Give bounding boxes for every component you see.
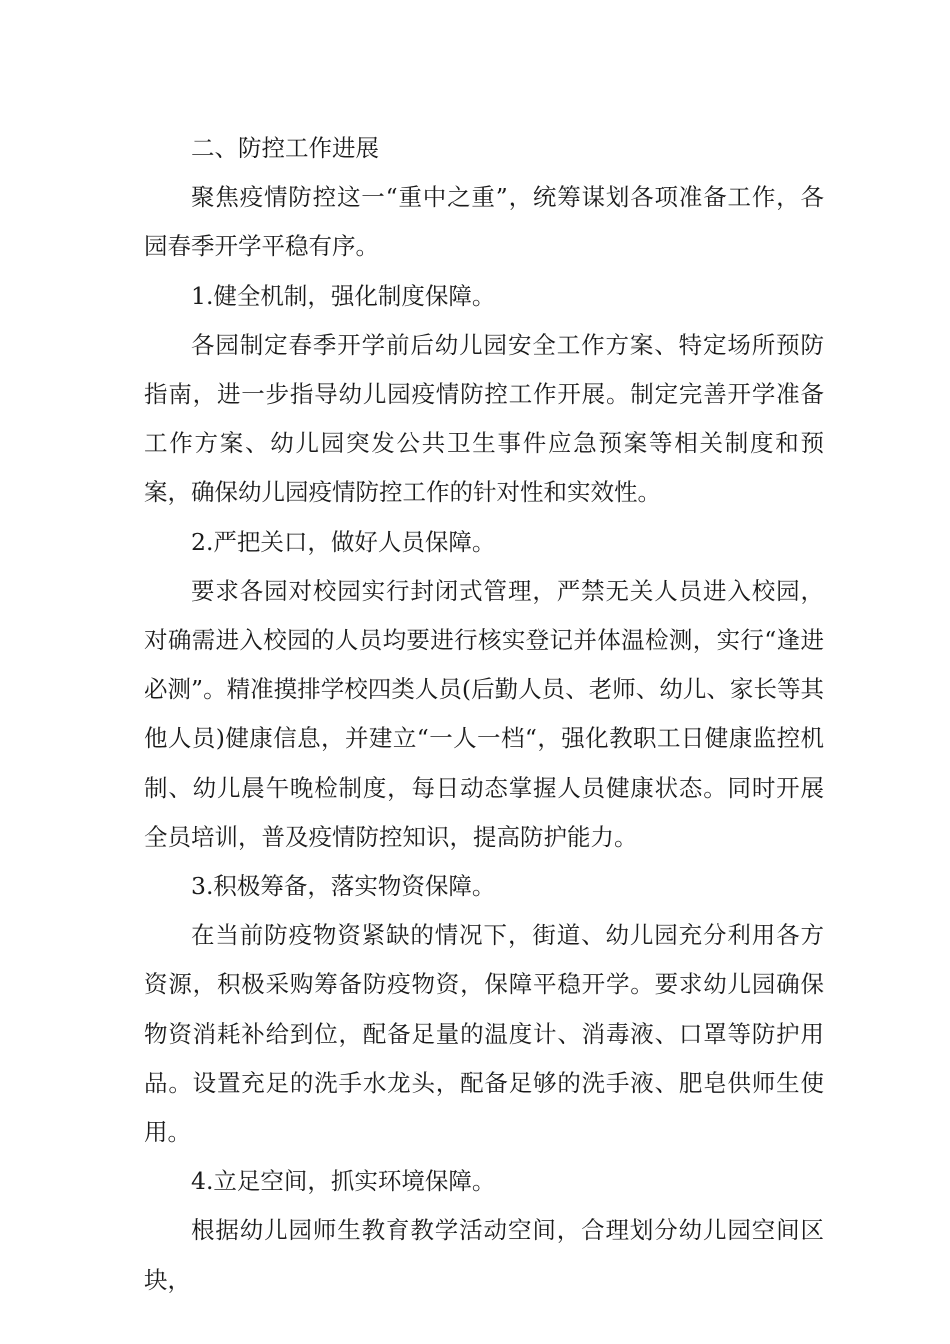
- subheading-4: 4.立足空间，抓实环境保障。: [191, 1167, 496, 1196]
- body-paragraph-1: 各园制定春季开学前后幼儿园安全工作方案、特定场所预防指南，进一步指导幼儿园疫情防控工作开展。制定完善开学准备工作方案、幼儿园突发公共卫生事件应急预案等相关制度和预案，确保幼儿园疫情防控工作的针对性和实效性。: [144, 330, 824, 507]
- subheading-1: 1.健全机制，强化制度保障。: [191, 281, 496, 310]
- body-paragraph-2: 要求各园对校园实行封闭式管理，严禁无关人员进入校园，对确需进入校园的人员均要进行核实登记并体温检测，实行“逢进必测”。精准摸排学校四类人员(后勤人员、老师、幼儿、家长等其他人员)健康信息，并建立“一人一档“，强化教职工日健康监控机制、幼儿晨午晚检制度，每日动态掌握人员健康状态。同时开展全员培训，普及疫情防控知识，提高防护能力。: [144, 576, 824, 851]
- subheading-2: 2.严把关口，做好人员保障。: [191, 527, 496, 556]
- intro-paragraph: 聚焦疫情防控这一“重中之重”，统筹谋划各项准备工作，各园春季开学平稳有序。: [144, 183, 824, 261]
- section-heading: 二、防控工作进展: [191, 134, 379, 162]
- body-paragraph-4: 根据幼儿园师生教育教学活动空间，合理划分幼儿园空间区块，: [144, 1216, 824, 1294]
- body-paragraph-3: 在当前防疫物资紧缺的情况下，街道、幼儿园充分利用各方资源，积极采购筹备防疫物资，保障平稳开学。要求幼儿园确保物资消耗补给到位，配备足量的温度计、消毒液、口罩等防护用品。设置充足的洗手水龙头，配备足够的洗手液、肥皂供师生使用。: [144, 921, 824, 1147]
- document-page: [144, 124, 824, 1305]
- subheading-3: 3.积极筹备，落实物资保障。: [191, 872, 496, 901]
